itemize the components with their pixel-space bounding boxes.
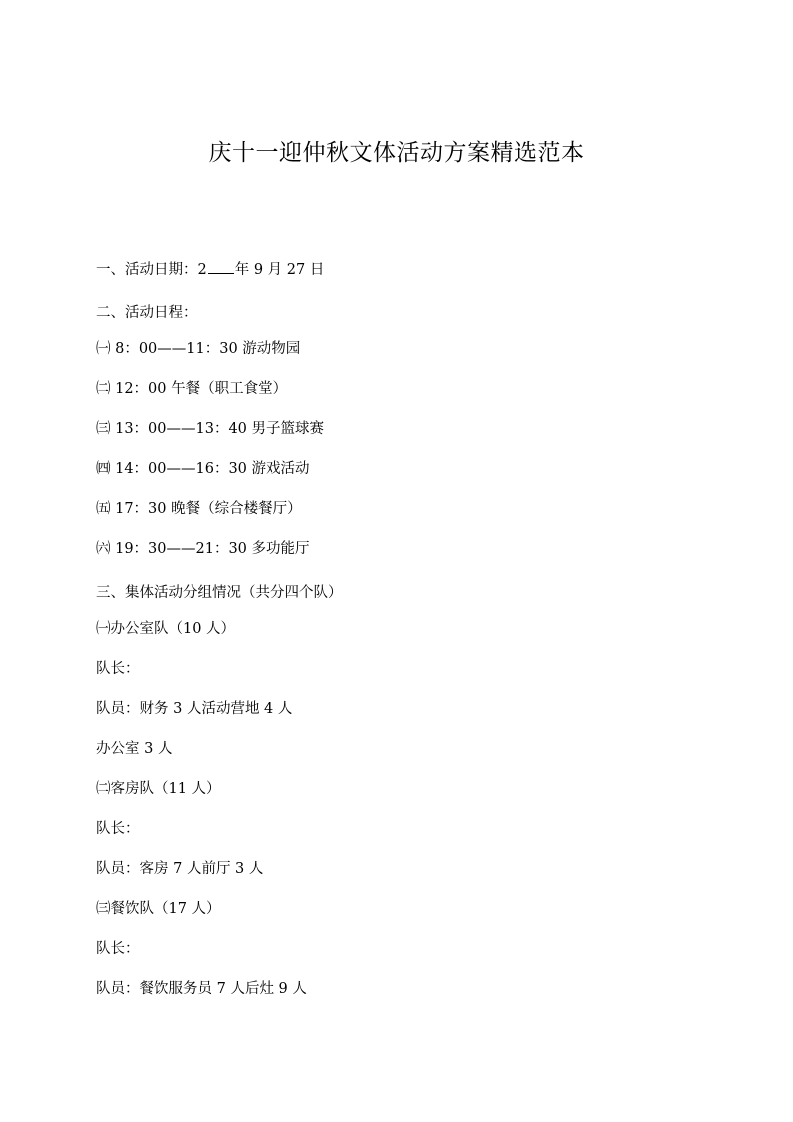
group-3-leader: 队长：	[96, 941, 140, 957]
group-1-extra: 办公室 3 人	[96, 741, 173, 757]
activity-date-suffix: 年 9 月 27 日	[234, 262, 325, 278]
schedule-item-6: ㈥ 19：30——21：30 多功能厅	[96, 541, 310, 557]
group-3-members: 队员：餐饮服务员 7 人后灶 9 人	[96, 981, 307, 997]
schedule-item-1: ㈠ 8：00——11：30 游动物园	[96, 341, 301, 357]
document-title: 庆十一迎仲秋文体活动方案精选范本	[208, 140, 585, 166]
schedule-item-3: ㈢ 13：00——13：40 男子篮球赛	[96, 421, 325, 437]
group-2-leader: 队长：	[96, 821, 140, 837]
schedule-item-5: ㈤ 17：30 晚餐（综合楼餐厅）	[96, 501, 302, 517]
group-1-leader: 队长：	[96, 661, 140, 677]
activity-date	[96, 259, 324, 280]
group-1-title: ㈠办公室队（10 人）	[96, 621, 236, 637]
group-2-title: ㈡客房队（11 人）	[96, 781, 221, 797]
activity-date-prefix: 一、活动日期：2	[96, 262, 207, 278]
group-1-members: 队员：财务 3 人活动营地 4 人	[96, 701, 293, 717]
schedule-heading: 二、活动日程：	[96, 305, 198, 321]
schedule-item-4: ㈣ 14：00——16：30 游戏活动	[96, 461, 310, 477]
schedule-item-2: ㈡ 12：00 午餐（职工食堂）	[96, 381, 288, 397]
date-blank	[208, 259, 234, 274]
group-2-members: 队员：客房 7 人前厅 3 人	[96, 861, 264, 877]
group-3-title: ㈢餐饮队（17 人）	[96, 901, 221, 917]
group-heading: 三、集体活动分组情况（共分四个队）	[96, 585, 343, 601]
